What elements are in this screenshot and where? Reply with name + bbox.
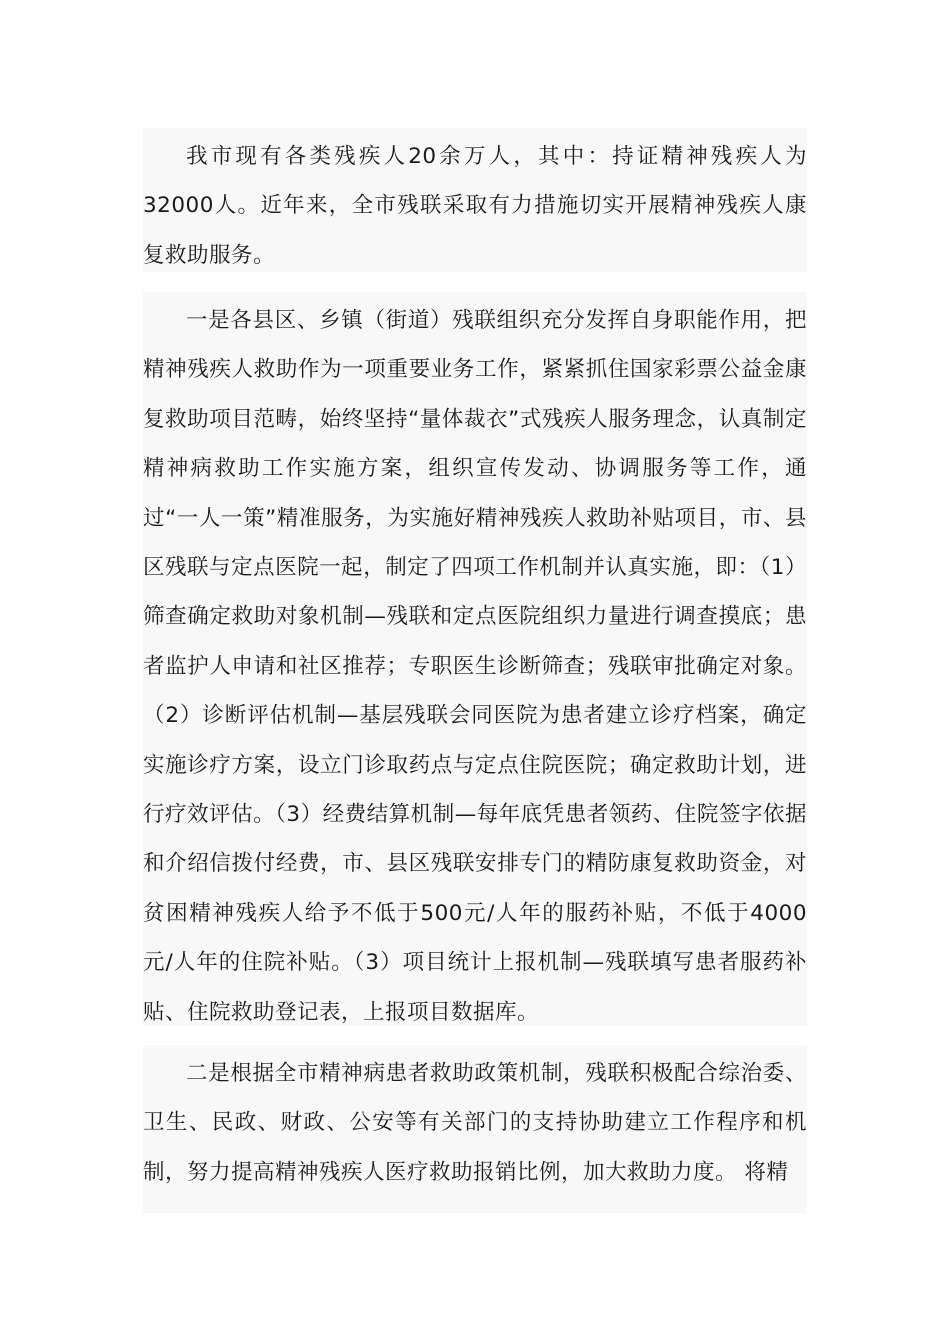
paragraph-measure-one: 一是各县区、乡镇（街道）残联组织充分发挥自身职能作用，把精神残疾人救助作为一项重要业务工作，紧紧抓住国家彩票公益金康复救助项目范畴，始终坚持“量体裁衣”式残疾人服务理念，认真制定精神病救助工作实施方案，组织宣传发动、协调服务等工作，通过“一人一策”精准服务，为实施好精神残疾人救助补贴项目，市、县区残联与定点医院一起，制定了四项工作机制并认真实施，即：（1）筛查确定救助对象机制—残联和定点医院组织力量进行调查摸底；患者监护人申请和社区推荐；专职医生诊断筛查；残联审批确定对象。（2）诊断评估机制—基层残联会同医院为患者建立诊疗档案，确定实施诊疗方案，设立门诊取药点与定点住院医院；确定救助计划，进行疗效评估。（3）经费结算机制—每年底凭患者领药、住院签字依据和介绍信拨付经费，市、县区残联安排专门的精防康复救助资金，对贫困精神残疾人给予不低于500元/人年的服药补贴，不低于4000元/人年的住院补贴。（3）项目统计上报机制—残联填写患者服药补贴、住院救助登记表，上报项目数据库。 [143, 292, 807, 1026]
paragraph-measure-two: 二是根据全市精神病患者救助政策机制，残联积极配合综治委、卫生、民政、财政、公安等有关部门的支持协助建立工作程序和机制，努力提高精神残疾人医疗救助报销比例，加大救助力度。 将精 [143, 1045, 807, 1213]
paragraph-intro: 我市现有各类残疾人20余万人，其中：持证精神残疾人为32000人。近年来，全市残联采取有力措施切实开展精神残疾人康复救助服务。 [143, 128, 807, 272]
